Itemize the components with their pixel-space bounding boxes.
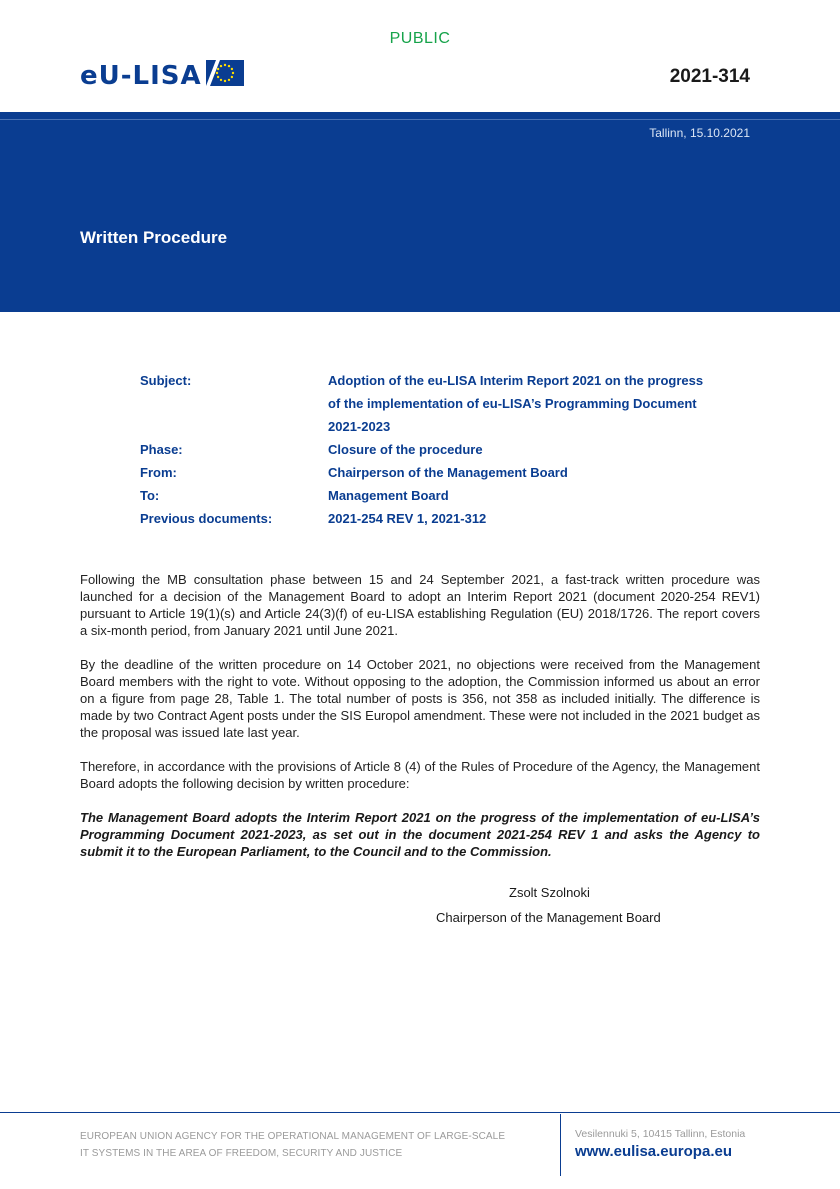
meta-label: From:	[140, 465, 177, 480]
signatory-role: Chairperson of the Management Board	[436, 910, 661, 925]
classification-label: PUBLIC	[389, 30, 451, 47]
banner-divider	[0, 119, 840, 120]
meta-row-from	[140, 461, 760, 484]
footer-vertical-divider	[560, 1114, 561, 1176]
signatory-name: Zsolt Szolnoki	[509, 885, 590, 900]
meta-value: Management Board	[328, 488, 449, 503]
eu-flag-icon	[206, 60, 244, 91]
meta-label: Previous documents:	[140, 511, 273, 526]
meta-value: Adoption of the eu-LISA Interim Report 2021 on the progress of the implementation of eu-LISA’s Programming Document 2021-2023	[328, 373, 704, 434]
footer-address: Vesilennuki 5, 10415 Tallinn, Estonia	[575, 1128, 746, 1140]
website-link[interactable]: www.eulisa.europa.eu	[575, 1143, 732, 1160]
meta-value: 2021-254 REV 1, 2021-312	[328, 511, 487, 526]
meta-value: Chairperson of the Management Board	[328, 465, 568, 480]
metadata-table	[140, 369, 760, 530]
decision-text: The Management Board adopts the Interim Report 2021 on the progress of the implementation of eu-LISA’s Programming Document 2021-2023, as set out in the document 2021-254 REV 1 and asks the Agency to submit it to the European Parliament, to the Council and to the Commission.	[80, 810, 760, 859]
logo-wordmark: eU-LISA	[80, 60, 202, 91]
document-body	[80, 571, 760, 877]
eu-lisa-logo	[80, 60, 244, 91]
meta-label: Subject:	[140, 373, 192, 388]
meta-row-to	[140, 484, 760, 507]
footer-agency-name	[80, 1128, 540, 1162]
meta-row-previous-documents	[140, 507, 760, 530]
body-paragraph: Following the MB consultation phase between 15 and 24 September 2021, a fast-track written procedure was launched for a decision of the Management Board to adopt an Interim Report 2021 (document 2020-254 REV1) pursuant to Article 19(1)(s) and Article 24(3)(f) of eu-LISA establishing Regulation (EU) 2018/1726. The report covers a six-month period, from January 2021 until June 2021.	[80, 572, 760, 638]
header-banner	[0, 112, 840, 312]
body-paragraph: By the deadline of the written procedure on 14 October 2021, no objections were received from the Management Board members with the right to vote. Without opposing to the adoption, the Commission informed us about an error on a figure from page 28, Table 1. The total number of posts is 356, not 358 as included initially. The difference is made by two Contract Agent posts under the SIS Europol amendment. These were not included in the 2021 budget as the proposal was issued late last year.	[80, 657, 760, 740]
place-date: Tallinn, 15.10.2021	[649, 126, 750, 140]
meta-row-phase	[140, 438, 760, 461]
signature-block	[436, 884, 661, 926]
document-title: Written Procedure	[80, 228, 228, 247]
footer-divider	[0, 1112, 840, 1113]
body-paragraph: Therefore, in accordance with the provisions of Article 8 (4) of the Rules of Procedure of the Agency, the Management Board adopts the following decision by written procedure:	[80, 759, 760, 791]
meta-value: Closure of the procedure	[328, 442, 483, 457]
meta-label: To:	[140, 488, 160, 503]
agency-line: IT SYSTEMS IN THE AREA OF FREEDOM, SECURITY AND JUSTICE	[80, 1148, 403, 1159]
meta-row-subject	[140, 369, 760, 438]
document-number: 2021-314	[669, 66, 750, 87]
agency-line: EUROPEAN UNION AGENCY FOR THE OPERATIONAL MANAGEMENT OF LARGE-SCALE	[80, 1131, 506, 1142]
meta-label: Phase:	[140, 442, 183, 457]
